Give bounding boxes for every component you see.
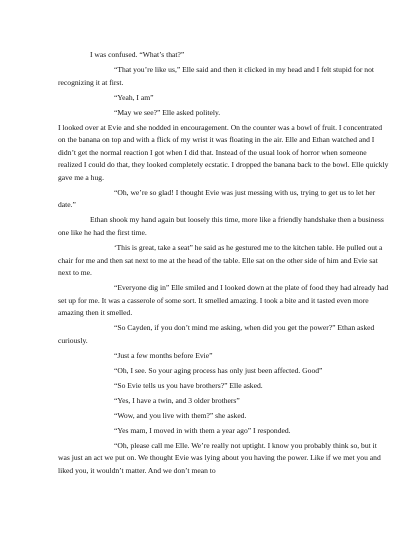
paragraph: “Just a few months before Evie” (114, 350, 213, 360)
paragraph: “Yes, I have a twin, and 3 older brothers” (114, 395, 240, 405)
paragraph: “Oh, please call me Elle. We’re really not uptight. I know you probably think so, but it was just an act we put on. We thought Evie was lying about you having the power. Like if we met you and liked you, it wouldn’t matter. And we don’t mean to (58, 440, 381, 476)
paragraph: I was confused. “What’s that?” (90, 50, 185, 59)
paragraph: “Wow, and you live with them?” she asked. (114, 410, 247, 420)
paragraph: “Yeah, I am” (114, 92, 154, 102)
paragraph: “That you’re like us,” Elle said and then it clicked in my head and I felt stupid for not recognizing it at first. (58, 64, 375, 87)
paragraph: “Oh, we’re so glad! I thought Evie was just messing with us, trying to get us to let her date.” (58, 187, 376, 210)
paragraph: “Yes mam, I moved in with them a year ago” I responded. (114, 425, 291, 435)
paragraph: “So Evie tells us you have brothers?” Elle asked. (114, 380, 263, 390)
paragraph: “Everyone dig in” Elle smiled and I looked down at the plate of food they had already had set up for me. It was a casserole of some sort. It smelled amazing. I took a bite and it tasted even more amazing then it smelled. (58, 283, 389, 318)
paragraph: I looked over at Evie and she nodded in encouragement. On the counter was a bowl of fruit. I concentrated on the banana on top and with a flick of my wrist it was floating in the air. Elle and Ethan watched and I didn’t get the normal reaction I got when I did that. Instead of the usual look of horror when someone realized I could do that, they looked completely ecstatic. I dropped the banana back to the bowl. Elle quickly gave me a hug. (58, 122, 389, 182)
body-text (58, 49, 390, 480)
paragraph: “So Cayden, if you don’t mind me asking, when did you get the power?” Ethan asked curiously. (58, 323, 375, 345)
paragraph: ‘This is great, take a seat” he said as he gestured me to the kitchen table. He pulled out a chair for me and then sat next to me at the head of the table. Elle sat on the other side of him and Evie sat next to me. (58, 243, 383, 278)
paragraph: “Oh, I see. So your aging process has only just been affected. Good” (114, 365, 323, 375)
paragraph: “May we see?” Elle asked politely. (114, 107, 221, 117)
paragraph: Ethan shook my hand again but loosely this time, more like a friendly handshake then a business one like he had the first time. (58, 215, 384, 238)
